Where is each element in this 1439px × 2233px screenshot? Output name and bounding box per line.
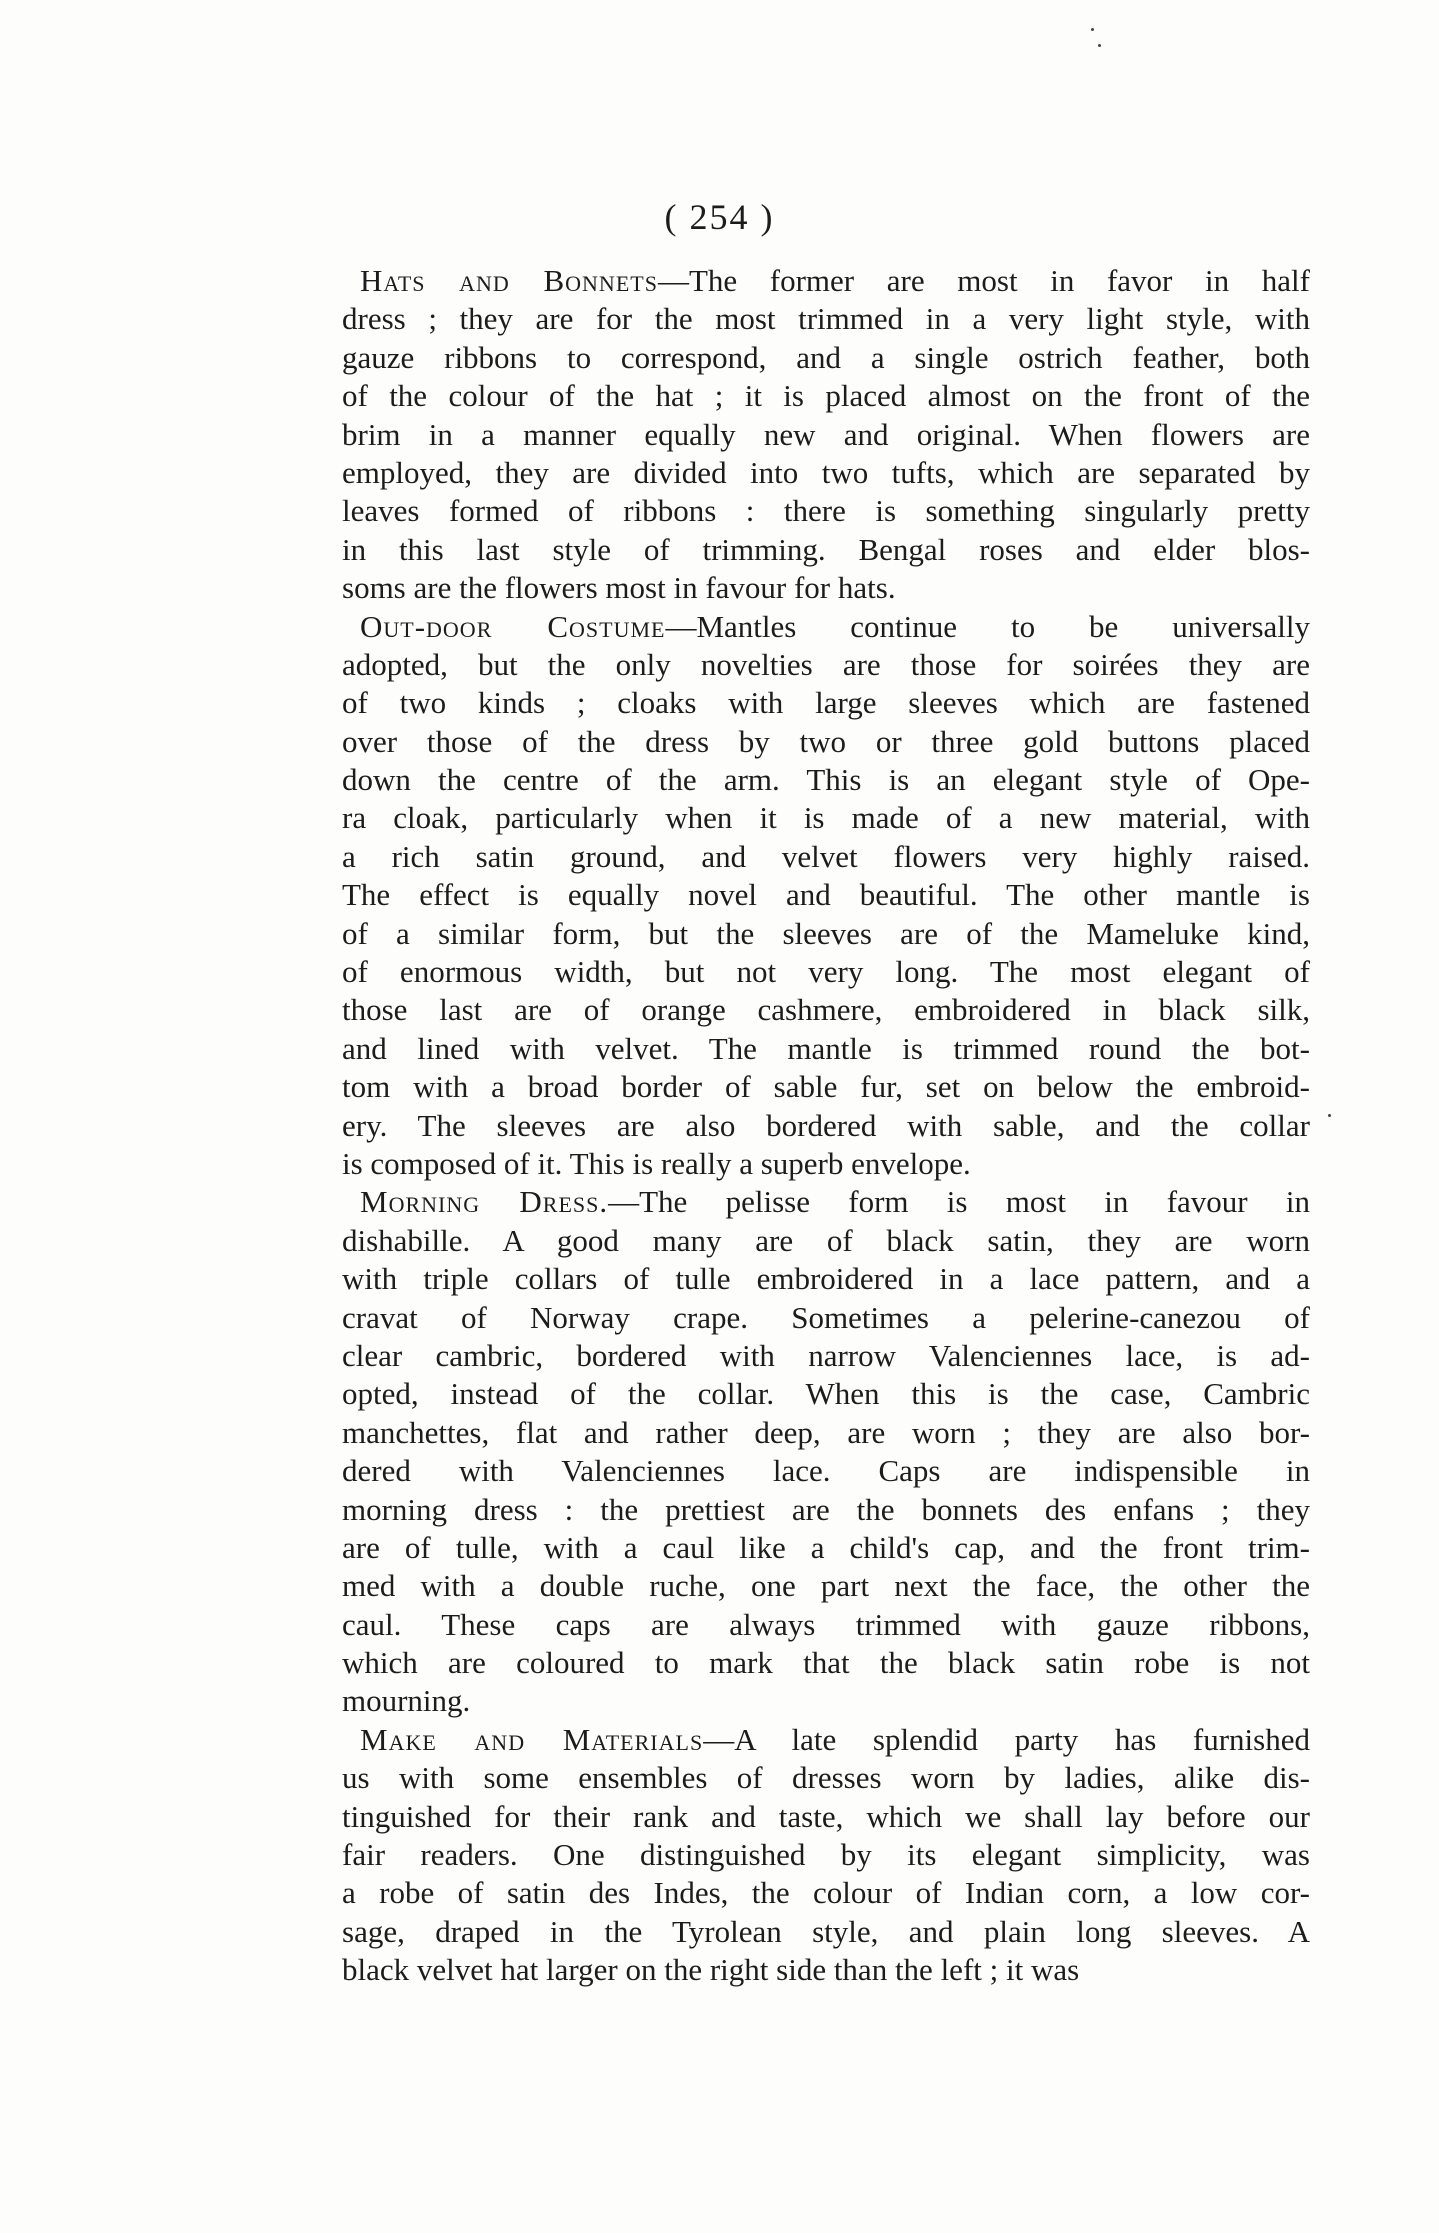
text-line bbox=[342, 1951, 1310, 1989]
line-text: gauze ribbons to correspond, and a single ostrich feather, both bbox=[342, 339, 1310, 375]
text-line bbox=[342, 1567, 1310, 1605]
text-line bbox=[342, 761, 1310, 799]
section-heading: Make and Materials bbox=[360, 1721, 704, 1757]
line-text: caul. These caps are always trimmed with gauze ribbons, bbox=[342, 1606, 1310, 1642]
line-text: opted, instead of the collar. When this is the case, Cambric bbox=[342, 1376, 1310, 1412]
paragraph bbox=[342, 262, 1310, 608]
text-line bbox=[342, 876, 1310, 914]
line-text: those last are of orange cashmere, embroidered in black silk, bbox=[342, 992, 1310, 1028]
line-text: black velvet hat larger on the right side than the left ; it was bbox=[342, 1952, 1080, 1988]
text-line bbox=[342, 1452, 1310, 1490]
text-line bbox=[342, 1260, 1310, 1298]
line-text: in this last style of trimming. Bengal roses and elder blos- bbox=[342, 531, 1310, 567]
line-text: is composed of it. This is really a superb envelope. bbox=[342, 1145, 971, 1181]
text-line bbox=[342, 1913, 1310, 1951]
text-line bbox=[342, 531, 1310, 569]
print-speck bbox=[1328, 1114, 1331, 1117]
text-line bbox=[342, 1606, 1310, 1644]
text-line bbox=[342, 1222, 1310, 1260]
line-text: are of tulle, with a caul like a child's cap, and the front trim- bbox=[342, 1529, 1310, 1565]
paragraph bbox=[342, 608, 1310, 1184]
text-line bbox=[342, 1682, 1310, 1720]
text-line bbox=[342, 569, 1310, 607]
text-line bbox=[342, 953, 1310, 991]
text-line bbox=[342, 262, 1310, 300]
line-text: —Mantles continue to be universally bbox=[665, 608, 1310, 644]
line-text: soms are the flowers most in favour for hats. bbox=[342, 570, 896, 606]
text-line bbox=[342, 1529, 1310, 1567]
line-text: fair readers. One distinguished by its elegant simplicity, was bbox=[342, 1837, 1310, 1873]
line-text: and lined with velvet. The mantle is trimmed round the bot- bbox=[342, 1030, 1310, 1066]
line-text: dishabille. A good many are of black satin, they are worn bbox=[342, 1222, 1310, 1258]
text-line bbox=[342, 300, 1310, 338]
line-text: of a similar form, but the sleeves are of the Mameluke kind, bbox=[342, 915, 1310, 951]
line-text: adopted, but the only novelties are those for soirées they are bbox=[342, 646, 1310, 682]
text-line bbox=[342, 1644, 1310, 1682]
line-text: tom with a broad border of sable fur, set on below the embroid- bbox=[342, 1069, 1310, 1105]
text-line bbox=[342, 1721, 1310, 1759]
text-line bbox=[342, 454, 1310, 492]
text-line bbox=[342, 838, 1310, 876]
line-text: brim in a manner equally new and original. When flowers are bbox=[342, 416, 1310, 452]
text-line bbox=[342, 1798, 1310, 1836]
line-text: of the colour of the hat ; it is placed almost on the front of the bbox=[342, 378, 1310, 414]
line-text: a rich satin ground, and velvet flowers very highly raised. bbox=[342, 838, 1310, 874]
section-heading: Morning Dress. bbox=[360, 1184, 609, 1220]
text-line bbox=[342, 684, 1310, 722]
text-line bbox=[342, 1874, 1310, 1912]
text-line bbox=[342, 1183, 1310, 1221]
line-text: —The pelisse form is most in favour in bbox=[608, 1184, 1310, 1220]
print-speck bbox=[1091, 28, 1094, 31]
line-text: employed, they are divided into two tufts, which are separated by bbox=[342, 454, 1310, 490]
line-text: med with a double ruche, one part next the face, the other the bbox=[342, 1568, 1310, 1604]
text-line bbox=[342, 1030, 1310, 1068]
line-text: tinguished for their rank and taste, which we shall lay before our bbox=[342, 1798, 1310, 1834]
text-line bbox=[342, 416, 1310, 454]
text-line bbox=[342, 799, 1310, 837]
line-text: The effect is equally novel and beautiful. The other mantle is bbox=[342, 877, 1310, 913]
text-line bbox=[342, 1145, 1310, 1183]
paragraph bbox=[342, 1721, 1310, 1990]
line-text: clear cambric, bordered with narrow Valenciennes lace, is ad- bbox=[342, 1337, 1310, 1373]
print-speck bbox=[1098, 44, 1101, 47]
text-line bbox=[342, 339, 1310, 377]
line-text: us with some ensembles of dresses worn by ladies, alike dis- bbox=[342, 1760, 1310, 1796]
text-line bbox=[342, 723, 1310, 761]
line-text: which are coloured to mark that the black satin robe is not bbox=[342, 1645, 1310, 1681]
section-heading: Hats and Bonnets bbox=[360, 263, 658, 298]
text-line bbox=[342, 1299, 1310, 1337]
text-line bbox=[342, 991, 1310, 1029]
line-text: ery. The sleeves are also bordered with sable, and the collar bbox=[342, 1107, 1310, 1143]
line-text: mourning. bbox=[342, 1683, 471, 1719]
text-line bbox=[342, 1759, 1310, 1797]
line-text: sage, draped in the Tyrolean style, and plain long sleeves. A bbox=[342, 1913, 1310, 1949]
text-line bbox=[342, 1107, 1310, 1145]
text-line bbox=[342, 1414, 1310, 1452]
line-text: morning dress : the prettiest are the bonnets des enfans ; they bbox=[342, 1491, 1310, 1527]
line-text: of enormous width, but not very long. The most elegant of bbox=[342, 954, 1310, 990]
page-number: ( 254 ) bbox=[664, 197, 775, 237]
text-line bbox=[342, 492, 1310, 530]
line-text: manchettes, flat and rather deep, are worn ; they are also bor- bbox=[342, 1414, 1310, 1450]
article-body bbox=[342, 262, 1310, 1990]
line-text: of two kinds ; cloaks with large sleeves which are fastened bbox=[342, 685, 1310, 721]
line-text: ra cloak, particularly when it is made of a new material, with bbox=[342, 800, 1310, 836]
text-line bbox=[342, 608, 1310, 646]
line-text: over those of the dress by two or three gold buttons placed bbox=[342, 723, 1310, 759]
text-line bbox=[342, 1068, 1310, 1106]
text-line bbox=[342, 1836, 1310, 1874]
text-line bbox=[342, 915, 1310, 953]
line-text: down the centre of the arm. This is an elegant style of Ope- bbox=[342, 762, 1310, 798]
text-line bbox=[342, 646, 1310, 684]
text-line bbox=[342, 1375, 1310, 1413]
section-heading: Out-door Costume bbox=[360, 608, 666, 644]
paragraph bbox=[342, 1183, 1310, 1720]
line-text: dered with Valenciennes lace. Caps are indispensible in bbox=[342, 1453, 1310, 1489]
line-text: —The former are most in favor in half bbox=[657, 263, 1310, 298]
text-line bbox=[342, 377, 1310, 415]
line-text: dress ; they are for the most trimmed in a very light style, with bbox=[342, 301, 1310, 337]
line-text: a robe of satin des Indes, the colour of Indian corn, a low cor- bbox=[342, 1875, 1310, 1911]
line-text: leaves formed of ribbons : there is something singularly pretty bbox=[342, 493, 1310, 529]
line-text: cravat of Norway crape. Sometimes a pelerine-canezou of bbox=[342, 1299, 1310, 1335]
line-text: —A late splendid party has furnished bbox=[703, 1721, 1310, 1757]
text-line bbox=[342, 1337, 1310, 1375]
text-line bbox=[342, 1491, 1310, 1529]
line-text: with triple collars of tulle embroidered in a lace pattern, and a bbox=[342, 1261, 1310, 1297]
